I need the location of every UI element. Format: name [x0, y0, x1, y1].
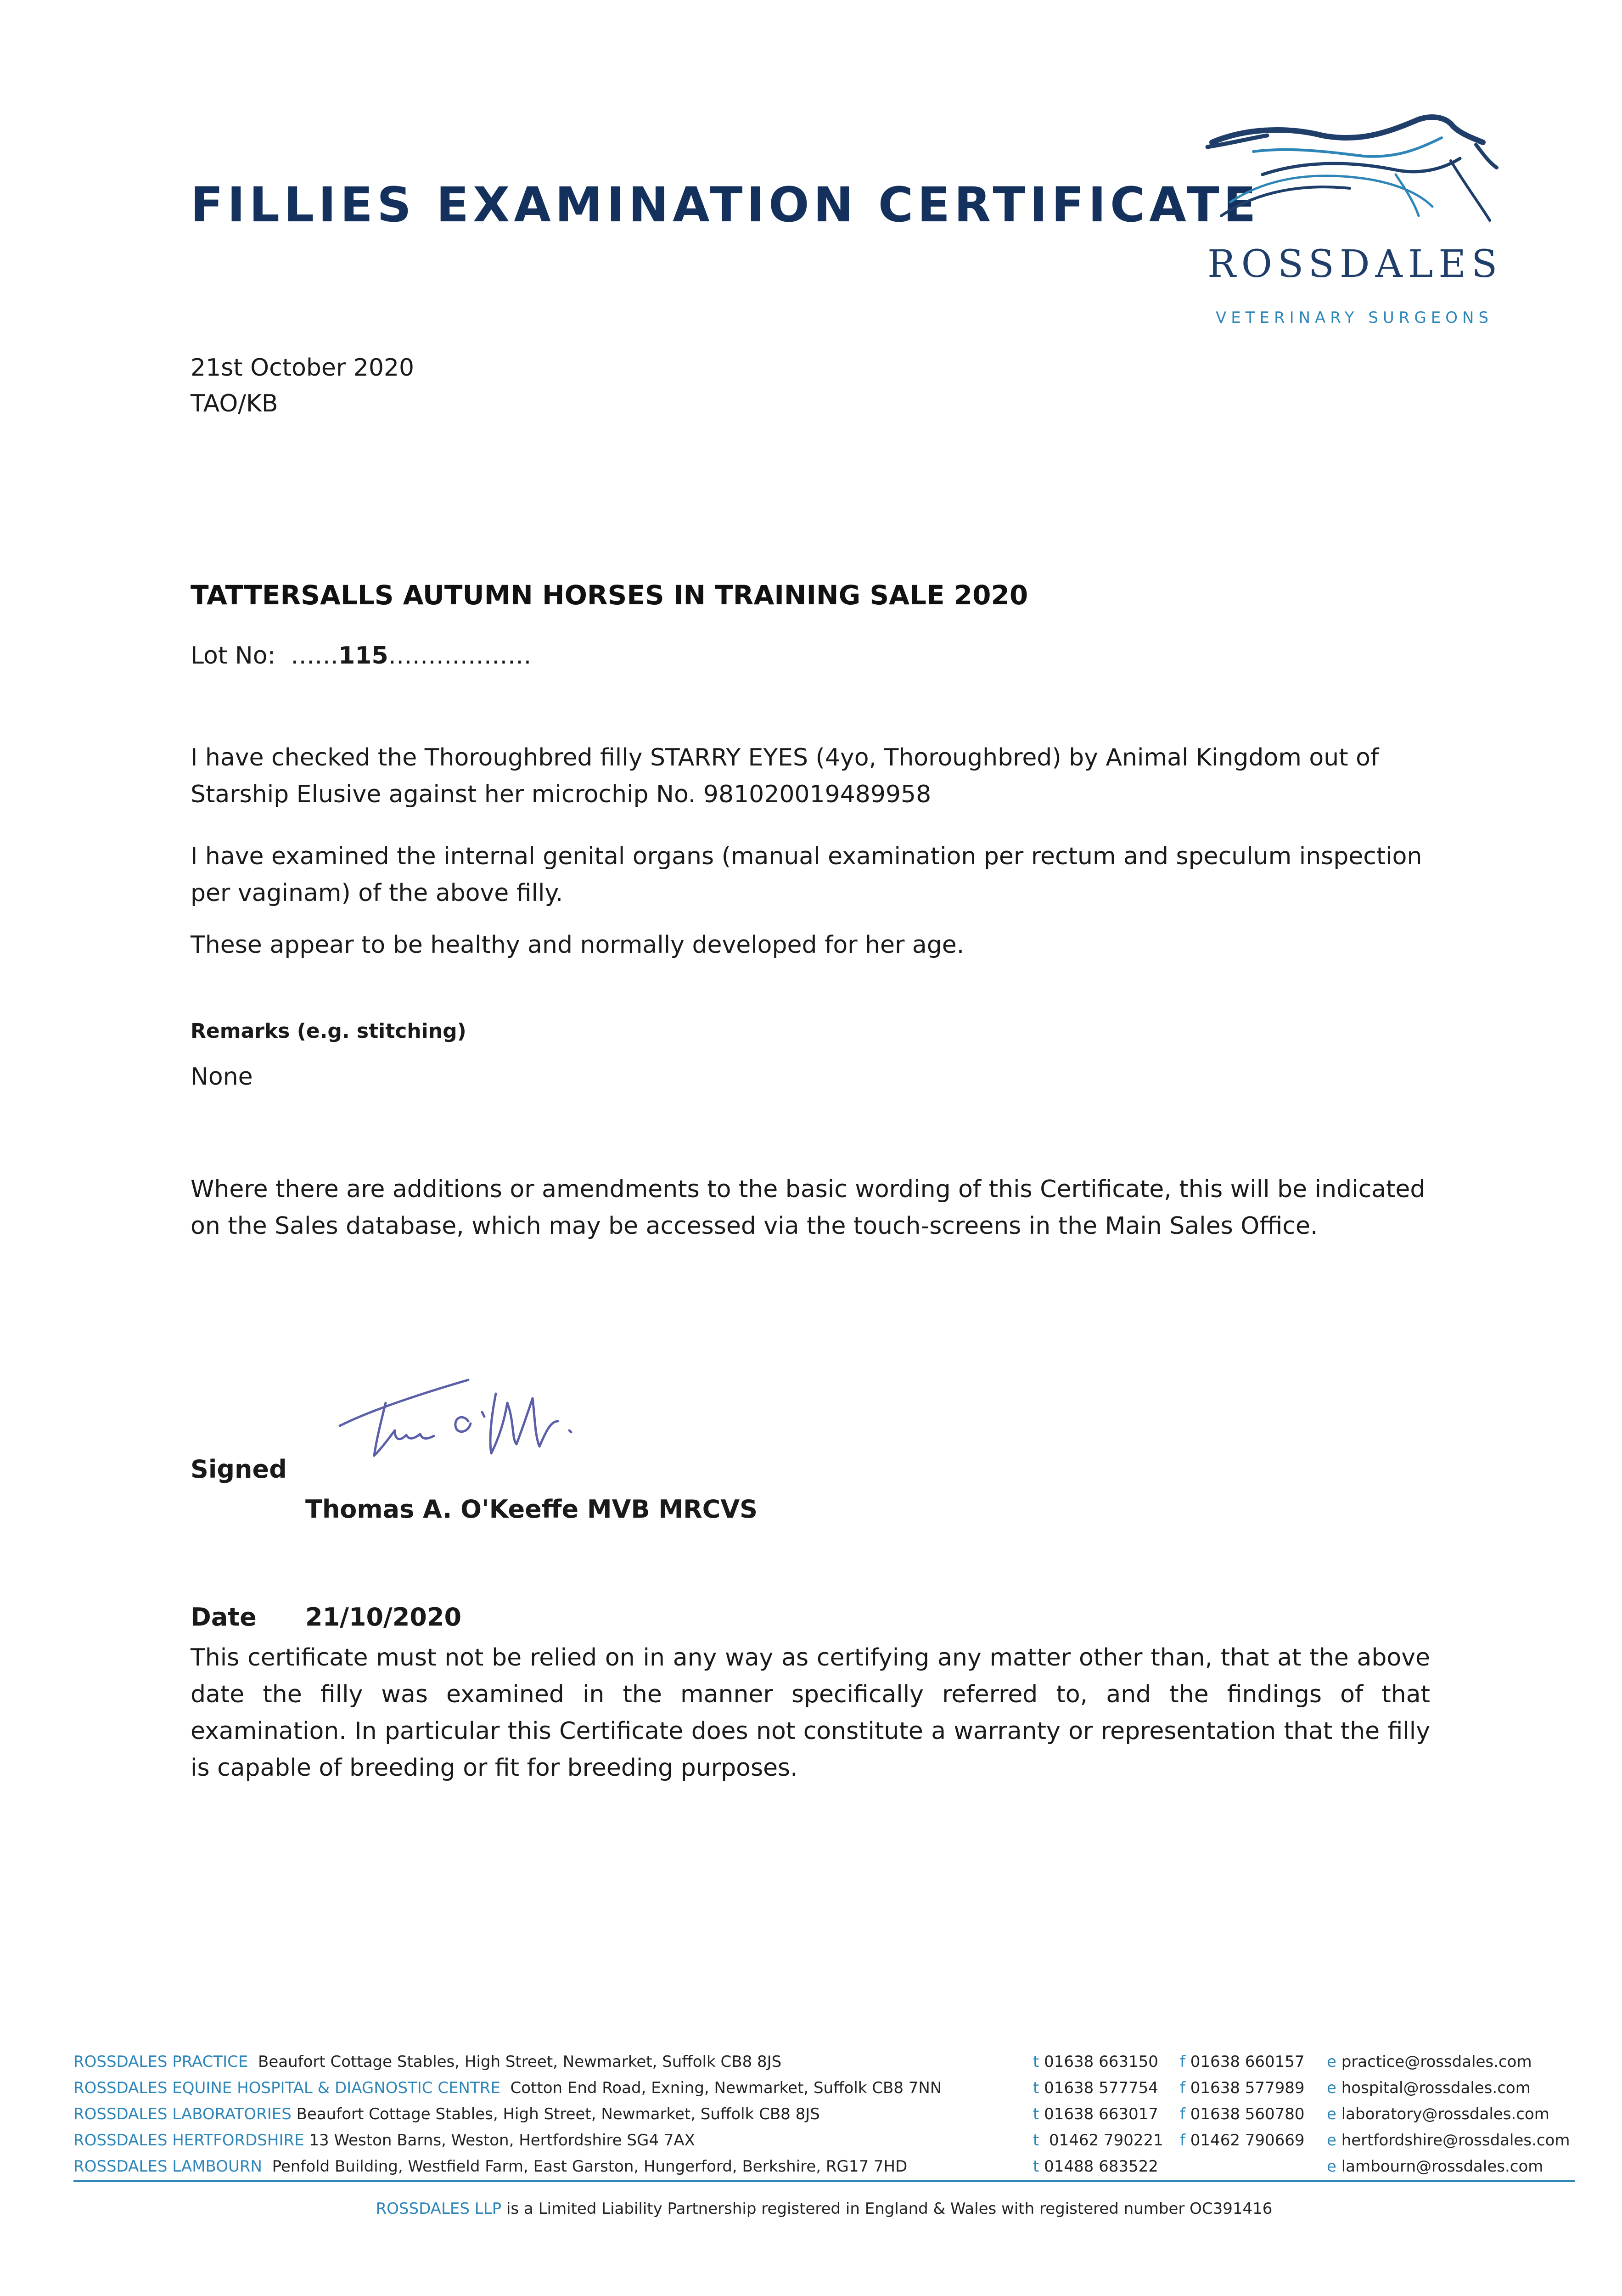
footer-address: Beaufort Cottage Stables, High Street, Newmarket, Suffolk CB8 8JS	[296, 2105, 820, 2123]
footer-address: Penfold Building, Westfield Farm, East Garston, Hungerford, Berkshire, RG17 7HD	[272, 2157, 908, 2176]
lot-suffix-dots: ………………	[388, 642, 532, 670]
footer-fax: 01638 560780	[1190, 2105, 1305, 2123]
sale-title: TATTERSALLS AUTUMN HORSES IN TRAINING SALE 2020	[191, 580, 1028, 611]
footer-address: Cotton End Road, Exning, Newmarket, Suffolk CB8 7NN	[510, 2079, 942, 2097]
footer-row: ROSSDALES PRACTICE Beaufort Cottage Stables, High Street, Newmarket, Suffolk CB8 8JS t 01638 663150 f 01638 660157 e practice@rossdales.com	[73, 2053, 1532, 2071]
letter-date: 21st October 2020	[191, 354, 415, 382]
footer-tel: 01638 577754	[1044, 2079, 1158, 2097]
llp-text: is a Limited Liability Partnership registered in England & Wales with registered number OC391416	[506, 2200, 1273, 2218]
signed-label: Signed	[191, 1455, 287, 1484]
footer-row: ROSSDALES LAMBOURN Penfold Building, Westfield Farm, East Garston, Hungerford, Berkshire, RG17 7HD t 01488 683522 e lambourn@rossdales.com	[73, 2157, 1543, 2176]
date-value: 21/10/2020	[305, 1603, 462, 1632]
footer-practice-name: ROSSDALES LAMBOURN	[73, 2157, 262, 2176]
footer-email[interactable]: hertfordshire@rossdales.com	[1341, 2131, 1570, 2150]
footer-tel: 01488 683522	[1044, 2157, 1158, 2176]
signature-image-icon	[331, 1371, 588, 1472]
footer-row: ROSSDALES HERTFORDSHIRE 13 Weston Barns, Weston, Hertfordshire SG4 7AX t 01462 790221 f 01462 790669 e hertfordshire@rossdales.com	[73, 2131, 1570, 2150]
logo-subtitle: VETERINARY SURGEONS	[1215, 309, 1493, 327]
lot-label: Lot No:	[191, 642, 276, 670]
footer-practice-name: ROSSDALES EQUINE HOSPITAL & DIAGNOSTIC CENTRE	[73, 2079, 500, 2097]
logo-name: ROSSDALES	[1207, 242, 1503, 286]
llp-name: ROSSDALES LLP	[376, 2200, 502, 2218]
rossdales-horse-logo-icon	[1203, 110, 1506, 335]
certificate-title: FILLIES EXAMINATION CERTIFICATE	[191, 177, 1260, 233]
footer-fax: 01638 577989	[1190, 2079, 1305, 2097]
footer-row: ROSSDALES EQUINE HOSPITAL & DIAGNOSTIC CENTRE Cotton End Road, Exning, Newmarket, Suffolk CB8 7NN t 01638 577754 f 01638 577989 e hospital@rossdales.com	[73, 2079, 1531, 2097]
lot-number: 115	[338, 642, 388, 670]
footer-practice-name: ROSSDALES LABORATORIES	[73, 2105, 292, 2123]
date-label: Date	[191, 1603, 257, 1632]
paragraph-identification: I have checked the Thoroughbred filly STARRY EYES (4yo, Thoroughbred) by Animal Kingdom out of Starship Elusive against her microchip No. 981020019489958	[191, 744, 1379, 808]
footer-email[interactable]: lambourn@rossdales.com	[1341, 2157, 1543, 2176]
letter-reference: TAO/KB	[191, 390, 278, 417]
remarks-value: None	[191, 1063, 253, 1091]
footer-tel: 01638 663150	[1044, 2053, 1158, 2071]
signer-name: Thomas A. O'Keeffe MVB MRCVS	[305, 1495, 758, 1524]
footer-email[interactable]: hospital@rossdales.com	[1341, 2079, 1531, 2097]
paragraph-amendments: Where there are additions or amendments to the basic wording of this Certificate, this will be indicated on the Sales database, which may be accessed via the touch-screens in the Main Sales Office.	[191, 1176, 1426, 1240]
remarks-heading: Remarks (e.g. stitching)	[191, 1019, 466, 1043]
llp-registration	[73, 2200, 1575, 2218]
paragraph-examination: I have examined the internal genital organs (manual examination per rectum and speculum inspection per vaginam) of the above filly.	[191, 843, 1422, 907]
footer-practice-name: ROSSDALES PRACTICE	[73, 2053, 248, 2071]
lot-number-line	[191, 642, 532, 670]
footer-address: Beaufort Cottage Stables, High Street, Newmarket, Suffolk CB8 8JS	[258, 2053, 782, 2071]
paragraph-findings: These appear to be healthy and normally developed for her age.	[191, 931, 965, 959]
lot-prefix-dots: ……	[291, 642, 339, 670]
footer-address: 13 Weston Barns, Weston, Hertfordshire SG4 7AX	[309, 2131, 695, 2150]
footer-fax: 01638 660157	[1190, 2053, 1305, 2071]
footer-tel: 01462 790221	[1049, 2131, 1163, 2150]
footer-practice-name: ROSSDALES HERTFORDSHIRE	[73, 2131, 304, 2150]
footer-divider	[73, 2180, 1575, 2182]
footer-fax: 01462 790669	[1190, 2131, 1305, 2150]
footer-email[interactable]: laboratory@rossdales.com	[1341, 2105, 1549, 2123]
footer-row: ROSSDALES LABORATORIES Beaufort Cottage Stables, High Street, Newmarket, Suffolk CB8 8JS t 01638 663017 f 01638 560780 e laboratory@rossdales.com	[73, 2105, 1549, 2123]
footer-tel: 01638 663017	[1044, 2105, 1158, 2123]
disclaimer-paragraph: This certificate must not be relied on in any way as certifying any matter other than, that at the above date the filly was examined in the manner specifically referred to, and the findings of that examination. In particular this Certificate does not constitute a warranty or representation that the filly is capable of breeding or fit for breeding purposes.	[191, 1644, 1430, 1782]
letter-meta	[191, 350, 414, 422]
footer-email[interactable]: practice@rossdales.com	[1341, 2053, 1532, 2071]
